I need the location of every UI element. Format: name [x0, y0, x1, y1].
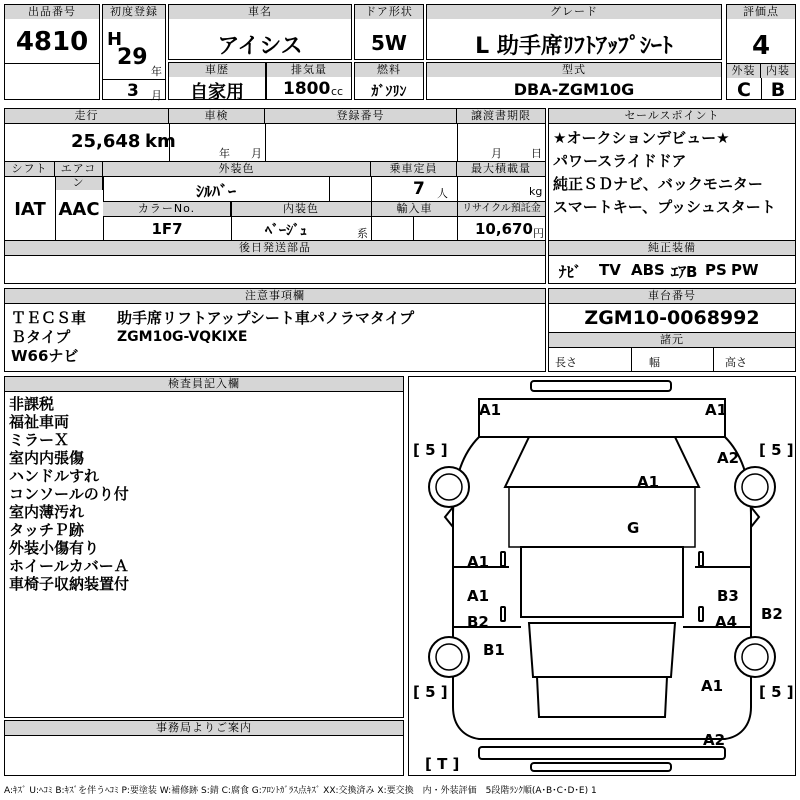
shift-label: シフト — [5, 162, 55, 176]
office-label: 事務局よりご案内 — [5, 721, 403, 735]
car-name-label: 車名 — [169, 5, 351, 19]
inspection-year-unit: 年 — [219, 147, 230, 160]
damage-mark: B2 — [761, 605, 783, 623]
notes-3: W66ナビ — [11, 347, 79, 365]
model-label: 型式 — [427, 63, 721, 77]
inspector-label: 検査員記入欄 — [5, 377, 403, 391]
reg-no-label: 登録番号 — [265, 109, 457, 123]
exterior-label: 外装 — [727, 64, 761, 78]
inspector-box — [4, 376, 404, 718]
damage-mark: A2 — [703, 731, 726, 749]
import-label: 輸入車 — [372, 202, 457, 216]
inspector-line-7: 室内薄汚れ — [9, 503, 85, 521]
car-name: アイシス — [217, 34, 303, 59]
sales-label: セールスポイント — [549, 109, 795, 123]
height-label: 高さ — [725, 356, 747, 369]
inspector-line — [5, 391, 403, 392]
equip-pw: PW — [731, 261, 759, 279]
notes-box — [4, 288, 546, 372]
damage-mark: G — [627, 519, 640, 537]
grade-box — [426, 4, 722, 60]
ac: AAC — [58, 199, 100, 220]
inspector-line-10: ホイールカバーＡ — [9, 557, 129, 575]
mileage-label: 走行 — [5, 109, 169, 123]
inspector-line-5: ハンドルすれ — [9, 467, 100, 485]
fuel-box — [354, 62, 424, 100]
sales-box — [548, 108, 796, 284]
grade: L 助手席ﾘﾌﾄｱｯﾌﾟｼｰﾄ — [475, 34, 673, 59]
damage-mark: A2 — [717, 449, 740, 467]
notes-1b: 助手席リフトアップシート車パノラマタイプ — [117, 309, 415, 327]
door-label: ドア形状 — [355, 5, 423, 19]
sales-line-3: 純正ＳＤナビ、バックモニター — [553, 175, 763, 193]
later-parts-label: 後日発送部品 — [5, 241, 545, 255]
equip-tv: TV — [599, 261, 621, 279]
int-color: ﾍﾞｰｼﾞｭ — [265, 223, 307, 239]
damage-mark: A1 — [705, 401, 728, 419]
notes-2a: Ｂタイプ — [11, 328, 71, 346]
era: H — [107, 29, 123, 50]
chassis-label: 車台番号 — [549, 289, 795, 303]
tyre-fl: [ 5 ] — [413, 441, 448, 459]
first-reg-box — [102, 4, 166, 100]
score: 4 — [751, 31, 771, 61]
recycle-label: リサイクル預託金 — [458, 202, 545, 216]
inspector-line-4: 室内内張傷 — [9, 449, 85, 467]
legend: A:ｷｽﾞ U:ﾍｺﾐ B:ｷｽﾞを伴うﾍｺﾐ P:要塗装 W:補修跡 S:錆 C:腐食 G:ﾌﾛﾝﾄｶﾞﾗｽ点ｷｽﾞ XX:交換済み X:要交換 内・外装評価 5段階ﾗﾝｸ順(A･B･C･D･E) 1 — [4, 786, 597, 796]
inspector-line-2: 福祉車両 — [9, 413, 70, 431]
shift: IAT — [14, 199, 46, 220]
color-no-label: カラーNo. — [103, 202, 231, 216]
sales-line-1: ★オークションデビュー★ — [553, 129, 730, 147]
inspector-line-8: タッチＰ跡 — [9, 521, 85, 539]
damage-mark: B1 — [483, 641, 505, 659]
spec-vline — [265, 123, 266, 161]
int-color-unit: 系 — [357, 227, 368, 240]
history-box — [168, 62, 266, 103]
equipment-label: 純正装備 — [549, 241, 795, 255]
sales-line-2: パワースライドドア — [553, 152, 687, 170]
spec-vline — [329, 176, 330, 201]
notes-2b: ZGM10G-VQKIXE — [117, 329, 248, 345]
interior-grade: B — [770, 79, 786, 101]
reg-month: 3 — [127, 81, 139, 101]
load-unit: kg — [529, 185, 543, 198]
damage-mark: A1 — [467, 587, 490, 605]
int-color-label: 内装色 — [231, 202, 371, 216]
reg-year: 29 — [117, 45, 148, 70]
grade-label: グレード — [427, 5, 721, 19]
spec-vline — [231, 202, 232, 240]
spec-block — [4, 108, 546, 284]
reg-divider — [103, 79, 165, 80]
displacement-unit: cc — [331, 85, 344, 98]
damage-mark: B2 — [467, 613, 489, 631]
car-name-box — [168, 4, 352, 60]
inspector-line-6: コンソールのり付 — [9, 485, 129, 503]
dims-label: 諸元 — [549, 333, 795, 347]
chassis-number: ZGM10-0068992 — [584, 307, 760, 329]
tyre-spare: [ T ] — [425, 755, 460, 773]
history: 自家用 — [190, 82, 244, 103]
inspection-label: 車検 — [169, 109, 265, 123]
chassis-vline — [713, 347, 714, 371]
equip-ps: PS — [705, 261, 727, 279]
first-reg-label: 初度登録 — [103, 5, 165, 19]
notes-label: 注意事項欄 — [5, 289, 545, 303]
recycle-unit: 円 — [533, 227, 544, 240]
lot-label: 出品番号 — [5, 5, 99, 19]
inspector-line-11: 車椅子収納装置付 — [9, 575, 130, 593]
damage-mark: A1 — [701, 677, 724, 695]
inspector-line-9: 外装小傷有り — [9, 539, 100, 557]
chassis-box — [548, 288, 796, 372]
damage-mark: A1 — [479, 401, 502, 419]
ext-color-label: 外装色 — [103, 162, 371, 176]
damage-mark: A1 — [637, 473, 660, 491]
capacity-label: 乗車定員 — [371, 162, 457, 176]
score-label: 評価点 — [727, 5, 795, 19]
month-unit: 月 — [151, 89, 162, 102]
damage-mark: A1 — [467, 553, 490, 571]
transfer-day-unit: 日 — [531, 147, 542, 160]
capacity-unit: 人 — [437, 187, 448, 200]
inspection-month-unit: 月 — [251, 147, 262, 160]
mileage: 25,648 — [71, 131, 141, 152]
recycle-fee: 10,670 — [475, 220, 533, 238]
inspector-line-1: 非課税 — [9, 395, 55, 413]
spec-vline — [413, 216, 414, 240]
car-diagram — [408, 376, 796, 776]
displacement-label: 排気量 — [267, 63, 351, 77]
tyre-rl: [ 5 ] — [413, 683, 448, 701]
spec-line — [5, 176, 545, 177]
spec-vline — [457, 123, 458, 161]
lot-number: 4810 — [15, 27, 89, 57]
color-no: 1F7 — [151, 220, 183, 238]
load-label: 最大積載量 — [457, 162, 545, 176]
car-outline — [409, 377, 795, 775]
inspector-line-3: ミラーＸ — [9, 431, 70, 449]
width-label: 幅 — [649, 356, 660, 369]
chassis-line — [549, 347, 795, 348]
mileage-unit: km — [145, 131, 176, 152]
notes-line — [5, 303, 545, 304]
score-box — [726, 4, 796, 100]
chassis-vline — [631, 347, 632, 371]
model: DBA-ZGM10G — [513, 80, 635, 99]
chassis-line — [549, 303, 795, 304]
door-box — [354, 4, 424, 60]
capacity: 7 — [413, 179, 425, 199]
exterior-grade: C — [737, 79, 751, 101]
lot-box — [4, 4, 100, 100]
equip-abs: ABS — [631, 261, 665, 279]
length-label: 長さ — [555, 356, 577, 369]
ext-color: ｼﾙﾊﾞｰ — [195, 182, 236, 201]
sales-line — [549, 123, 795, 124]
door-type: 5W — [371, 31, 407, 55]
equip-nav: ﾅﾋﾞ — [559, 263, 582, 281]
spec-line — [5, 255, 545, 256]
ac-label: エアコン — [55, 162, 103, 190]
damage-mark: A4 — [715, 613, 738, 631]
transfer-month-unit: 月 — [491, 147, 502, 160]
equip-airbag: ｴｱB — [671, 263, 698, 281]
sales-line-4: スマートキー、プッシュスタート — [553, 198, 776, 216]
year-unit: 年 — [151, 65, 162, 78]
fuel-label: 燃料 — [355, 63, 423, 77]
displacement: 1800 — [283, 79, 331, 99]
spec-line — [103, 216, 545, 217]
office-line — [5, 735, 403, 736]
tyre-rr: [ 5 ] — [759, 683, 794, 701]
notes-1a: ＴＥＣＳ車 — [11, 309, 87, 327]
office-box — [4, 720, 404, 776]
fuel: ｶﾞｿﾘﾝ — [371, 84, 407, 100]
tyre-fr: [ 5 ] — [759, 441, 794, 459]
displacement-box — [266, 62, 352, 100]
interior-label: 内装 — [761, 64, 795, 78]
sales-line — [549, 255, 795, 256]
history-label: 車歴 — [169, 63, 265, 77]
lot-divider — [5, 63, 99, 64]
model-box — [426, 62, 722, 100]
transfer-label: 譲渡書期限 — [457, 109, 545, 123]
spec-line — [5, 123, 545, 124]
damage-mark: B3 — [717, 587, 739, 605]
